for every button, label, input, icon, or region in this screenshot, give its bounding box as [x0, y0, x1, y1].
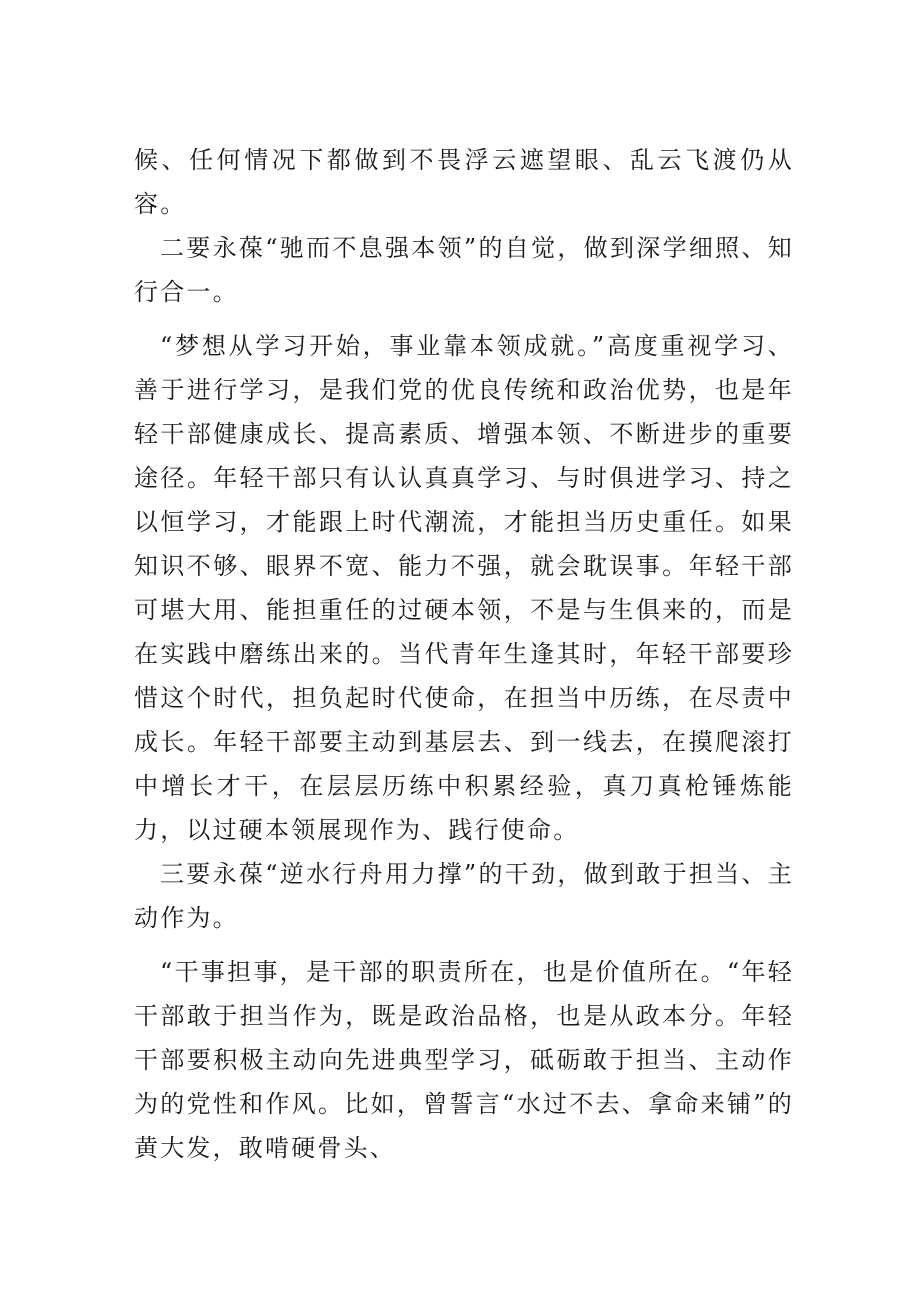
paragraph-responsibility: “干事担事，是干部的职责所在，也是价值所在。“年轻干部敢于担当作为，既是政治品格，也是从政本分。年轻干部要积极主动向先进典型学习，砥砺敢于担当、主动作为的党性和作风。比如，曾誓言“水过不去、拿命来铺”的黄大发，敢啃硬骨头、 — [134, 958, 794, 1162]
section-heading-three: 三要永葆“逆水行舟用力撑”的干劲，做到敢于担当、主动作为。 — [134, 860, 794, 932]
paragraph-learning: “梦想从学习开始，事业靠本领成就。”高度重视学习、善于进行学习，是我们党的优良传统和政治优势，也是年轻干部健康成长、提高素质、增强本领、不断进步的重要途径。年轻干部只有认认真真学习、与时俱进学习、持之以恒学习，才能跟上时代潮流，才能担当历史重任。如果知识不够、眼界不宽、能力不强，就会耽误事。年轻干部可堪大用、能担重任的过硬本领，不是与生俱来的，而是在实践中磨练出来的。当代青年生逢其时，年轻干部要珍惜这个时代，担负起时代使命，在担当中历练，在尽责中成长。年轻干部要主动到基层去、到一线去，在摸爬滚打中增长才干，在层层历练中积累经验，真刀真枪锤炼能力，以过硬本领展现作为、践行使命。 — [134, 332, 794, 844]
section-heading-two: 二要永葆“驰而不息强本领”的自觉，做到深学细照、知行合一。 — [134, 234, 794, 306]
document-body — [134, 138, 794, 1170]
paragraph-continuation: 候、任何情况下都做到不畏浮云遮望眼、乱云飞渡仍从容。 — [134, 146, 794, 218]
